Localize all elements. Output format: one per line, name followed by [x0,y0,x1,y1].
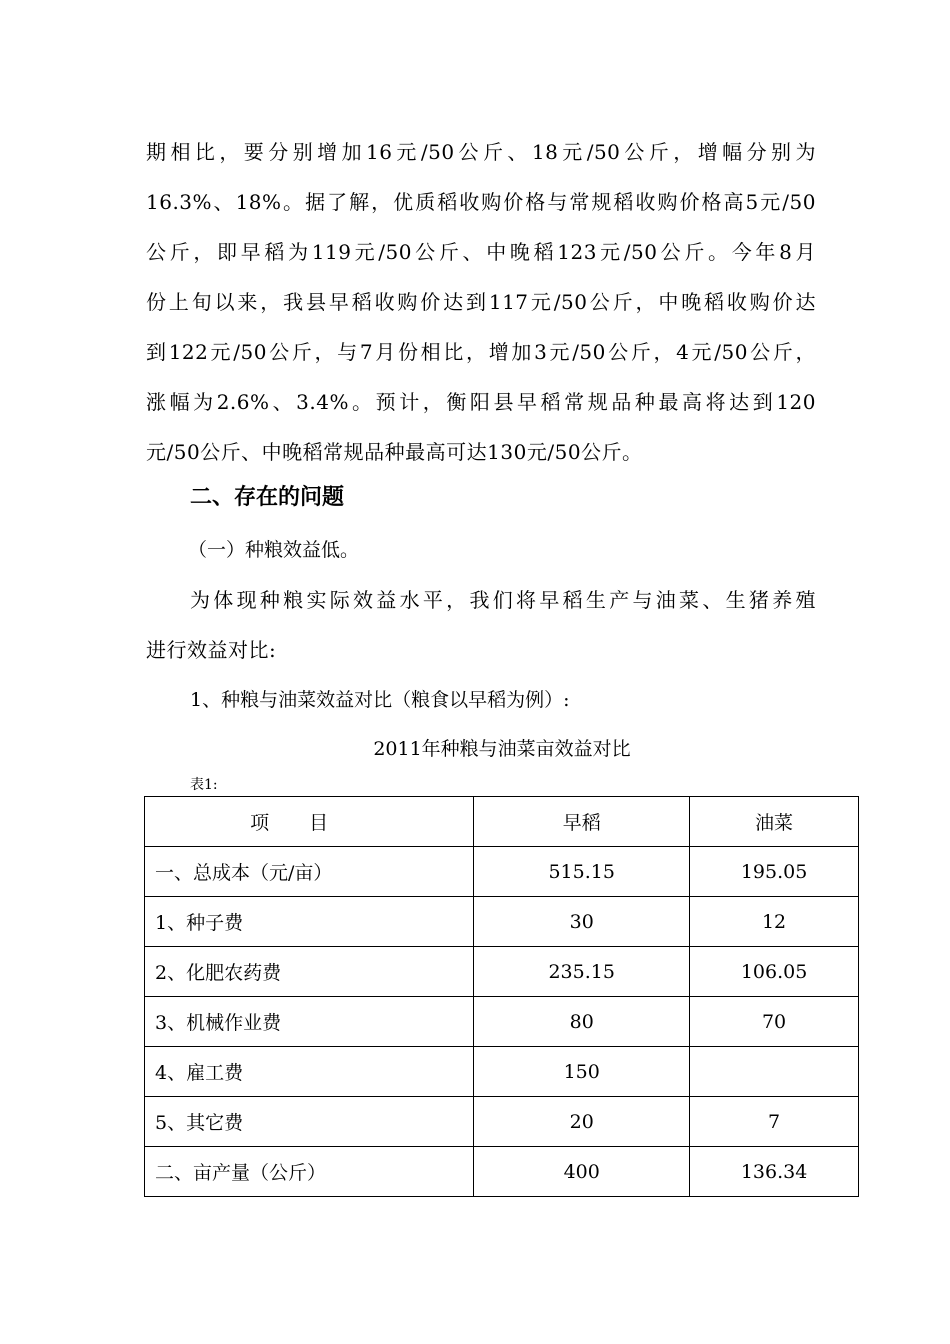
header-cell-item: 项目 [145,797,474,847]
list-item-1: 1、种粮与油菜效益对比（粮食以早稻为例）: [190,689,570,711]
table-row [145,847,859,897]
paragraph-line: 公斤，即早稻为119元/50公斤、中晚稻123元/50公斤。今年8月 [146,240,816,264]
paragraph-1 [146,134,816,484]
table-row [145,947,859,997]
row-label: 一、总成本（元/亩） [145,847,474,897]
paragraph-line: 期相比，要分别增加16元/50公斤、18元/50公斤，增幅分别为 [146,140,816,164]
table-row [145,1147,859,1197]
cell-early-rice: 235.15 [474,947,690,997]
row-label: 3、机械作业费 [145,997,474,1047]
paragraph-line: 涨幅为2.6%、3.4%。预计，衡阳县早稻常规品种最高将达到120 [146,390,816,414]
cell-rapeseed: 195.05 [690,847,859,897]
row-label: 5、其它费 [145,1097,474,1147]
table-row [145,1047,859,1097]
paragraph-line: 为体现种粮实际效益水平，我们将早稻生产与油菜、生猪养殖 [190,588,816,612]
subheading: （一）种粮效益低。 [188,539,360,561]
cell-early-rice: 150 [474,1047,690,1097]
row-label: 2、化肥农药费 [145,947,474,997]
row-label: 1、种子费 [145,897,474,947]
cell-rapeseed: 136.34 [690,1147,859,1197]
paragraph-line: 到122元/50公斤，与7月份相比，增加3元/50公斤，4元/50公斤， [146,340,816,364]
table-row [145,997,859,1047]
row-label: 4、雇工费 [145,1047,474,1097]
cell-early-rice: 30 [474,897,690,947]
cell-rapeseed: 106.05 [690,947,859,997]
cell-rapeseed [690,1047,859,1097]
paragraph-line: 份上旬以来，我县早稻收购价达到117元/50公斤，中晚稻收购价达 [146,290,816,314]
paragraph-2 [146,582,816,682]
cell-early-rice: 20 [474,1097,690,1147]
cell-rapeseed: 7 [690,1097,859,1147]
table-label: 表1: [190,777,218,793]
table-row [145,897,859,947]
cell-rapeseed: 12 [690,897,859,947]
paragraph-line: 进行效益对比: [146,638,277,662]
comparison-table [144,796,859,1197]
cell-rapeseed: 70 [690,997,859,1047]
paragraph-line: 元/50公斤、中晚稻常规品种最高可达130元/50公斤。 [146,440,643,464]
paragraph-line: 16.3%、18%。据了解，优质稻收购价格与常规稻收购价格高5元/50 [146,190,816,214]
header-cell-early-rice: 早稻 [474,797,690,847]
table-title: 2011年种粮与油菜亩效益对比 [373,738,631,760]
section-heading: 二、存在的问题 [190,485,345,510]
cell-early-rice: 400 [474,1147,690,1197]
header-cell-rapeseed: 油菜 [690,797,859,847]
cell-early-rice: 80 [474,997,690,1047]
table-header-row [145,797,859,847]
table-row [145,1097,859,1147]
cell-early-rice: 515.15 [474,847,690,897]
row-label: 二、亩产量（公斤） [145,1147,474,1197]
